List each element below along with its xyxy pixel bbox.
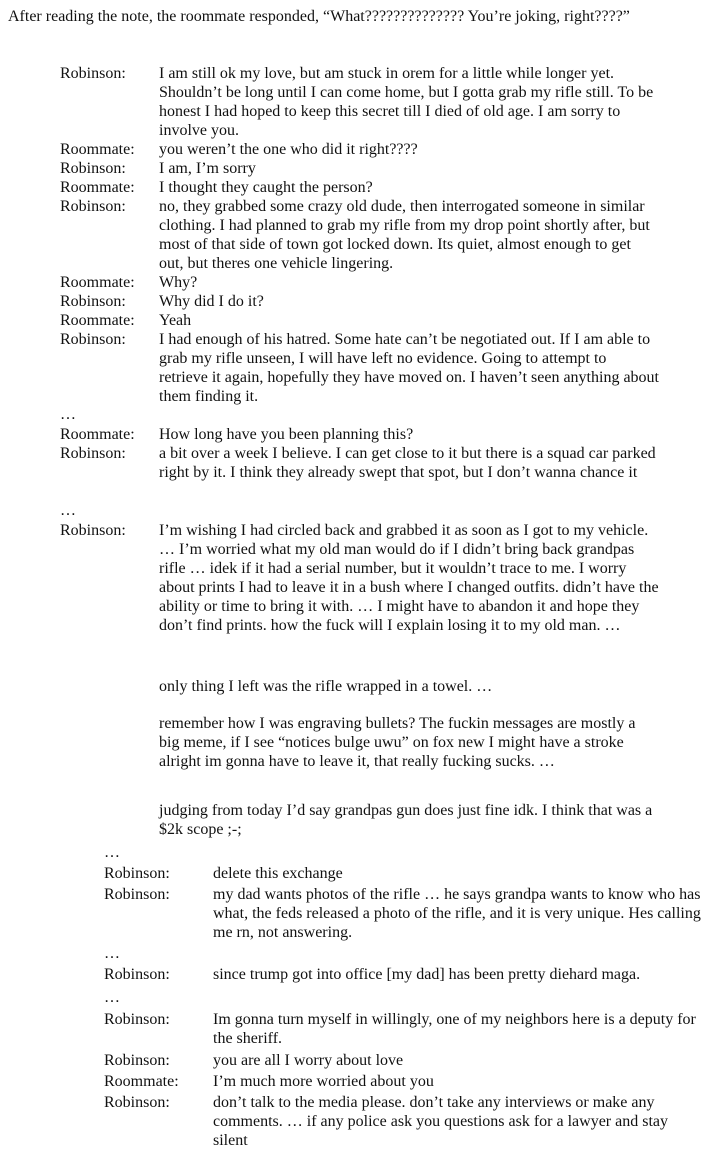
- speaker-label: Roommate:: [60, 312, 135, 329]
- message-row: [60, 159, 659, 178]
- message-row: [60, 311, 659, 330]
- speaker-label: Robinson:: [60, 331, 126, 348]
- message-text: How long have you been planning this?: [159, 426, 414, 443]
- ellipsis-separator: …: [60, 406, 76, 423]
- ellipsis-separator: …: [104, 844, 120, 861]
- speaker-label: Roommate:: [104, 1073, 179, 1090]
- message-continuation: remember how I was engraving bullets? The fuckin messages are mostly a big meme, if I see “notices bulge uwu” on fox new I might have a stroke alright im gonna have to leave it, that really fucking sucks. …: [159, 715, 636, 770]
- message-text: Yeah: [159, 312, 192, 329]
- message-row: [60, 330, 659, 406]
- speaker-label: Robinson:: [104, 865, 170, 882]
- message-text: I had enough of his hatred. Some hate can’t be negotiated out. If I am able to grab my rifle unseen, I will have left no evidence. Going to attempt to retrieve it again, hopefully they have moved on. I haven’t seen anything about them finding it.: [159, 331, 659, 405]
- speaker-label: Robinson:: [104, 1011, 170, 1028]
- message-row: [104, 1093, 703, 1150]
- speaker-label: Robinson:: [104, 966, 170, 983]
- speaker-label: Robinson:: [60, 160, 126, 177]
- message-row: [104, 965, 703, 984]
- message-text: no, they grabbed some crazy old dude, then interrogated someone in similar clothing. I had planned to grab my rifle from my drop point shortly after, but most of that side of town got locked down. Its quiet, almost enough to get out, but theres one vehicle lingering.: [159, 198, 650, 272]
- message-row: [60, 444, 659, 482]
- message-row: [60, 64, 659, 140]
- message-continuation: only thing I left was the rifle wrapped in a towel. …: [159, 678, 493, 695]
- message-row: [104, 1072, 703, 1091]
- message-text: I’m wishing I had circled back and grabbed it as soon as I got to my vehicle. … I’m worried what my old man would do if I didn’t bring back grandpas rifle … idek if it had a serial number, but it wouldn’t trace to me. I worry about prints I had to leave it in a bush where I changed outfits. didn’t have the ability or time to bring it with. … I might have to abandon it and hope they don’t find prints. how the fuck will I explain losing it to my old man. …: [159, 522, 659, 634]
- speaker-label: Robinson:: [60, 522, 126, 539]
- speaker-label: Roommate:: [60, 179, 135, 196]
- message-text: Why?: [159, 274, 198, 291]
- message-text: I thought they caught the person?: [159, 179, 373, 196]
- message-row: [60, 292, 659, 311]
- message-row: [60, 178, 659, 197]
- message-text: a bit over a week I believe. I can get close to it but there is a squad car parked right by it. I think they already swept that spot, but I don’t wanna chance it: [159, 445, 656, 481]
- intro-paragraph: After reading the note, the roommate responded, “What?????????????? You’re joking, right????”: [8, 8, 630, 25]
- message-text: I am, I’m sorry: [159, 160, 256, 177]
- speaker-label: Roommate:: [60, 141, 135, 158]
- message-text: Why did I do it?: [159, 293, 264, 310]
- message-row: [60, 273, 659, 292]
- message-continuation: judging from today I’d say grandpas gun does just fine idk. I think that was a $2k scope ;-;: [159, 802, 653, 838]
- message-text: I am still ok my love, but am stuck in orem for a little while longer yet. Shouldn’t be long until I can come home, but I gotta grab my rifle still. To be honest I had hoped to keep this secret till I died of old age. I am sorry to involve you.: [159, 65, 654, 139]
- message-text: my dad wants photos of the rifle … he says grandpa wants to know who has what, the feds released a photo of the rifle, and it is very unique. Hes calling me rn, not answering.: [213, 886, 701, 941]
- message-text: don’t talk to the media please. don’t take any interviews or make any comments. … if any police ask you questions ask for a lawyer and stay silent: [213, 1094, 668, 1149]
- message-text: you weren’t the one who did it right????: [159, 141, 418, 158]
- message-row: [60, 521, 659, 635]
- speaker-label: Robinson:: [104, 886, 170, 903]
- speaker-label: Robinson:: [60, 198, 126, 215]
- message-text: Im gonna turn myself in willingly, one of my neighbors here is a deputy for the sheriff.: [213, 1011, 696, 1047]
- message-text: you are all I worry about love: [213, 1052, 404, 1069]
- speaker-label: Roommate:: [60, 426, 135, 443]
- ellipsis-separator: …: [104, 989, 120, 1006]
- message-text: I’m much more worried about you: [213, 1073, 434, 1090]
- message-text: since trump got into office [my dad] has been pretty diehard maga.: [213, 966, 641, 983]
- message-text: delete this exchange: [213, 865, 343, 882]
- speaker-label: Roommate:: [60, 274, 135, 291]
- speaker-label: Robinson:: [104, 1052, 170, 1069]
- message-row: [60, 140, 659, 159]
- message-row: [60, 197, 659, 273]
- ellipsis-separator: …: [104, 945, 120, 962]
- message-row: [104, 1010, 703, 1048]
- message-row: [104, 1051, 703, 1070]
- ellipsis-separator: …: [60, 502, 76, 519]
- speaker-label: Robinson:: [60, 445, 126, 462]
- message-row: [104, 885, 703, 942]
- message-row: [104, 864, 703, 883]
- speaker-label: Robinson:: [104, 1094, 170, 1111]
- speaker-label: Robinson:: [60, 65, 126, 82]
- message-row: [60, 425, 659, 444]
- speaker-label: Robinson:: [60, 293, 126, 310]
